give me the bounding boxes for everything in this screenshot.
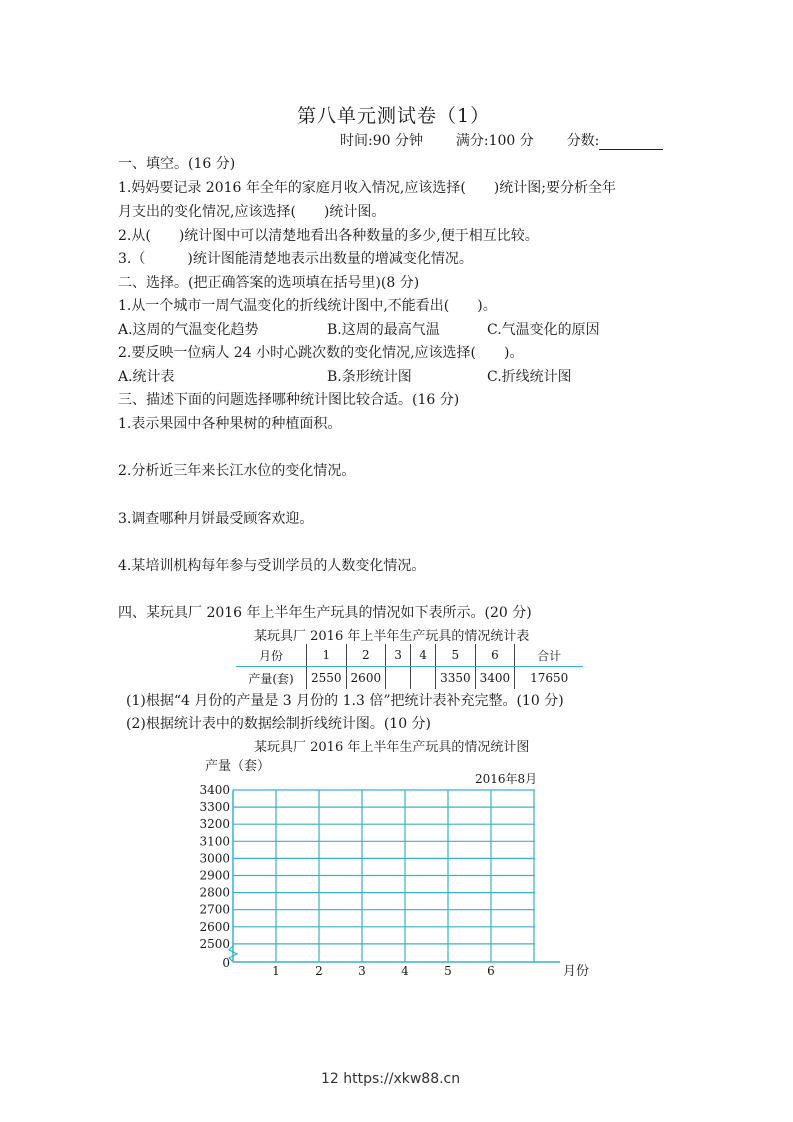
table-row-output: [236, 667, 583, 690]
x-tick-label: 6: [487, 964, 495, 978]
score-blank[interactable]: [599, 135, 663, 150]
question-1-1a: 1.妈妈要记录 2016 年全年的家庭月收入情况,应该选择( )统计图;要分析全年: [118, 180, 616, 196]
y-axis-title: 产量（套）: [205, 759, 271, 774]
table-cell: 产量(套): [236, 667, 307, 690]
option-2-1-c[interactable]: C.气温变化的原因: [487, 322, 600, 338]
table-title: 某玩具厂 2016 年上半年生产玩具的情况统计表: [254, 629, 530, 644]
x-tick-label: 1: [272, 964, 280, 978]
x-tick-label: 5: [444, 964, 452, 978]
question-3-1: 1.表示果园中各种果树的种植面积。: [118, 416, 342, 432]
section-3-heading: 三、描述下面的问题选择哪种统计图比较合适。(16 分): [118, 392, 460, 408]
y-tick-label: 3300: [199, 800, 230, 815]
section-1-heading: 一、填空。(16 分): [118, 156, 236, 172]
table-cell: 3400: [475, 667, 515, 690]
y-tick-label: 3100: [199, 834, 230, 849]
question-1-1b: 月支出的变化情况,应该选择( )统计图。: [118, 204, 386, 220]
table-cell: 3350: [436, 667, 476, 690]
x-tick-label: 4: [401, 964, 409, 978]
table-row-month: [236, 644, 583, 667]
option-2-2-b[interactable]: B.条形统计图: [327, 369, 412, 385]
score-label: 分数:: [566, 133, 600, 149]
question-4-2: (2)根据统计表中的数据绘制折线统计图。(10 分): [126, 716, 432, 732]
full-score-label: 满分:100 分: [455, 133, 534, 149]
question-4-1: (1)根据“4 月份的产量是 3 月份的 1.3 倍”把统计表补充完整。(10 分): [126, 693, 564, 709]
exam-info: [340, 130, 663, 150]
table-cell: 合计: [515, 644, 584, 667]
question-2-1: 1.从一个城市一周气温变化的折线统计图中,不能看出( )。: [118, 298, 497, 314]
y-tick-label: 2800: [199, 885, 230, 900]
option-2-1-b[interactable]: B.这周的最高气温: [327, 322, 440, 338]
table-cell: 17650: [530, 671, 569, 685]
axis-break-icon: [229, 946, 237, 962]
table-cell: 3: [386, 644, 411, 667]
chart-date-note: 2016年8月: [475, 772, 538, 786]
time-label: 时间:90 分钟: [340, 133, 423, 149]
table-cell: 4: [411, 644, 436, 667]
option-2-1-a[interactable]: A.这周的气温变化趋势: [118, 322, 259, 338]
y-tick-label: 2600: [199, 919, 230, 934]
question-1-2: 2.从( )统计图中可以清楚地看出各种数量的多少,便于相互比较。: [118, 228, 539, 244]
y-tick-label: 3400: [199, 783, 230, 797]
table-cell: 2: [346, 644, 386, 667]
y-tick-label: 2700: [199, 902, 230, 917]
section-4-heading: 四、某玩具厂 2016 年上半年生产玩具的情况如下表所示。(20 分): [118, 605, 532, 621]
option-2-2-c[interactable]: C.折线统计图: [487, 369, 572, 385]
question-3-2: 2.分析近三年来长江水位的变化情况。: [118, 463, 356, 479]
table-cell: 2550: [307, 667, 347, 690]
table-cell-blank[interactable]: [411, 667, 436, 690]
table-cell: 1: [307, 644, 347, 667]
table-cell: 月份: [236, 644, 307, 667]
y-zero-label: 0: [222, 956, 230, 970]
x-axis-title: 月份: [563, 964, 590, 979]
y-tick-label: 2500: [199, 936, 230, 951]
table-cell-blank[interactable]: [386, 667, 411, 690]
question-2-2: 2.要反映一位病人 24 小时心跳次数的变化情况,应该选择( )。: [118, 345, 524, 361]
option-2-2-a[interactable]: A.统计表: [118, 369, 175, 385]
y-tick-label: 3200: [199, 817, 230, 832]
table-cell: 2600: [346, 667, 386, 690]
table-cell: 5: [436, 644, 476, 667]
production-table: [236, 644, 583, 689]
x-tick-label: 3: [358, 964, 366, 978]
section-2-heading: 二、选择。(把正确答案的选项填在括号里)(8 分): [118, 275, 420, 291]
question-3-4: 4.某培训机构每年参与受训学员的人数变化情况。: [118, 558, 426, 574]
table-cell: 6: [475, 644, 515, 667]
question-3-3: 3.调查哪种月饼最受顾客欢迎。: [118, 511, 314, 527]
footer-url: 12 https://xkw88.cn: [321, 1071, 461, 1087]
y-tick-label: 2900: [199, 868, 230, 883]
chart-title: 某玩具厂 2016 年上半年生产玩具的情况统计图: [254, 740, 530, 755]
question-1-3: 3.（ )统计图能清楚地表示出数量的增减变化情况。: [118, 251, 473, 267]
page-title: 第八单元测试卷（1）: [297, 105, 491, 127]
x-tick-label: 2: [315, 964, 323, 978]
y-tick-label: 3000: [199, 851, 230, 866]
